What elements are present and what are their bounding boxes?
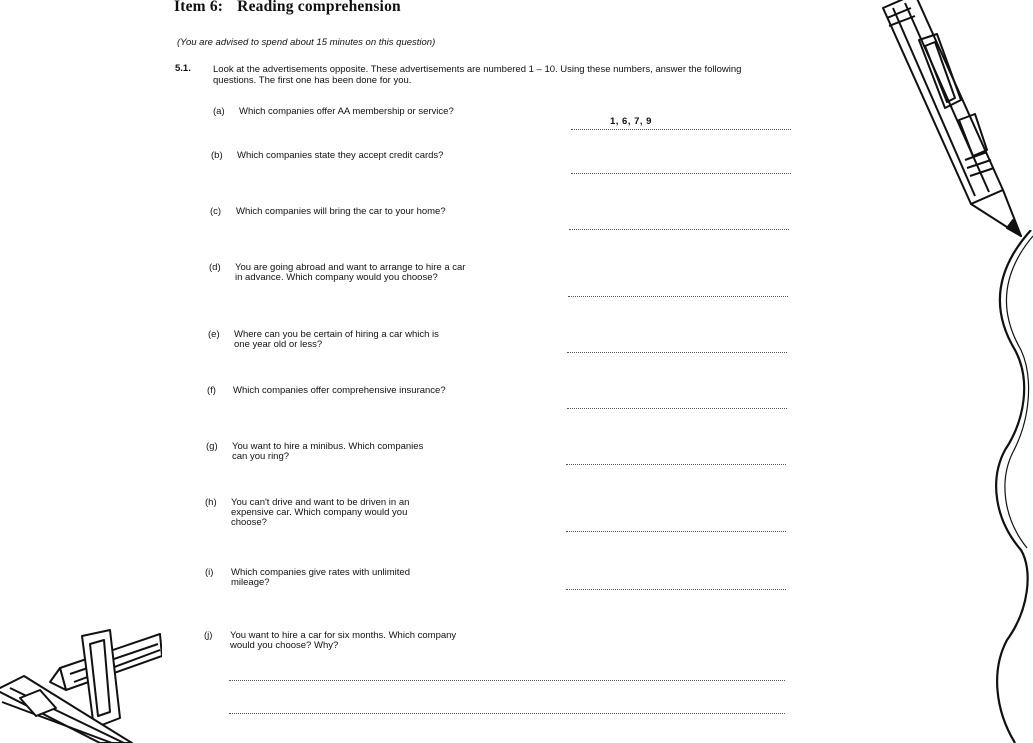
wavy-border-line xyxy=(985,230,1033,743)
answer-line-c[interactable] xyxy=(569,229,789,230)
item-text: Which companies give rates with unlimited mileage? xyxy=(231,567,410,588)
item-label: (c) xyxy=(210,206,222,217)
question-item-i xyxy=(205,568,485,592)
item-label: (a) xyxy=(213,106,225,117)
item-label: (j) xyxy=(204,630,213,641)
answer-line-a[interactable] xyxy=(571,129,791,130)
question-item-f xyxy=(207,386,487,410)
item-label: (g) xyxy=(206,441,218,452)
item-text: You want to hire a car for six months. Which company would you choose? Why? xyxy=(230,630,457,651)
question-number: 5.1. xyxy=(175,63,191,74)
item-text: Which companies will bring the car to your home? xyxy=(236,206,446,217)
section-title: Reading comprehension xyxy=(237,0,401,15)
item-label: (e) xyxy=(208,329,220,340)
item-label: (b) xyxy=(211,150,223,161)
question-item-d xyxy=(209,263,489,297)
item-text: You are going abroad and want to arrange to hire a car in advance. Which company would you choose? xyxy=(235,262,466,283)
item-label: (i) xyxy=(205,567,214,578)
answer-line-f[interactable] xyxy=(567,408,787,409)
question-item-h xyxy=(205,498,485,532)
item-text: You want to hire a minibus. Which companies can you ring? xyxy=(232,441,424,462)
item-text: Which companies offer comprehensive insurance? xyxy=(233,385,446,396)
answer-a: 1, 6, 7, 9 xyxy=(610,116,652,127)
question-item-c xyxy=(210,207,490,231)
item-label: (f) xyxy=(207,385,216,396)
answer-line-e[interactable] xyxy=(567,352,787,353)
question-item-a xyxy=(213,107,493,131)
answer-line-j-1[interactable] xyxy=(229,680,785,681)
item-text: You can't drive and want to be driven in an expensive car. Which company would you choose? xyxy=(231,497,410,528)
answer-line-d[interactable] xyxy=(568,296,788,297)
answer-line-b[interactable] xyxy=(571,173,791,174)
question-item-b xyxy=(211,151,491,175)
item-text: Which companies state they accept credit cards? xyxy=(237,150,444,161)
page-heading xyxy=(174,0,401,16)
item-number: Item 6: xyxy=(174,0,224,15)
time-advice: (You are advised to spend about 15 minutes on this question) xyxy=(177,37,436,48)
answer-line-i[interactable] xyxy=(566,589,786,590)
crossed-pencils-illustration xyxy=(0,628,162,743)
question-instruction: Look at the advertisements opposite. These advertisements are numbered 1 – 10. Using these numbers, answer the following questions. The first one has been done for you. xyxy=(213,64,742,86)
item-label: (h) xyxy=(205,497,217,508)
item-text: Where can you be certain of hiring a car which is one year old or less? xyxy=(234,329,439,350)
pencil-illustration xyxy=(875,0,1033,240)
question-item-j xyxy=(204,631,494,655)
question-item-e xyxy=(208,330,488,354)
question-item-g xyxy=(206,442,486,466)
item-text: Which companies offer AA membership or service? xyxy=(239,106,454,117)
item-label: (d) xyxy=(209,262,221,273)
answer-line-j-2[interactable] xyxy=(229,713,785,714)
answer-line-h[interactable] xyxy=(566,531,786,532)
answer-line-g[interactable] xyxy=(566,464,786,465)
